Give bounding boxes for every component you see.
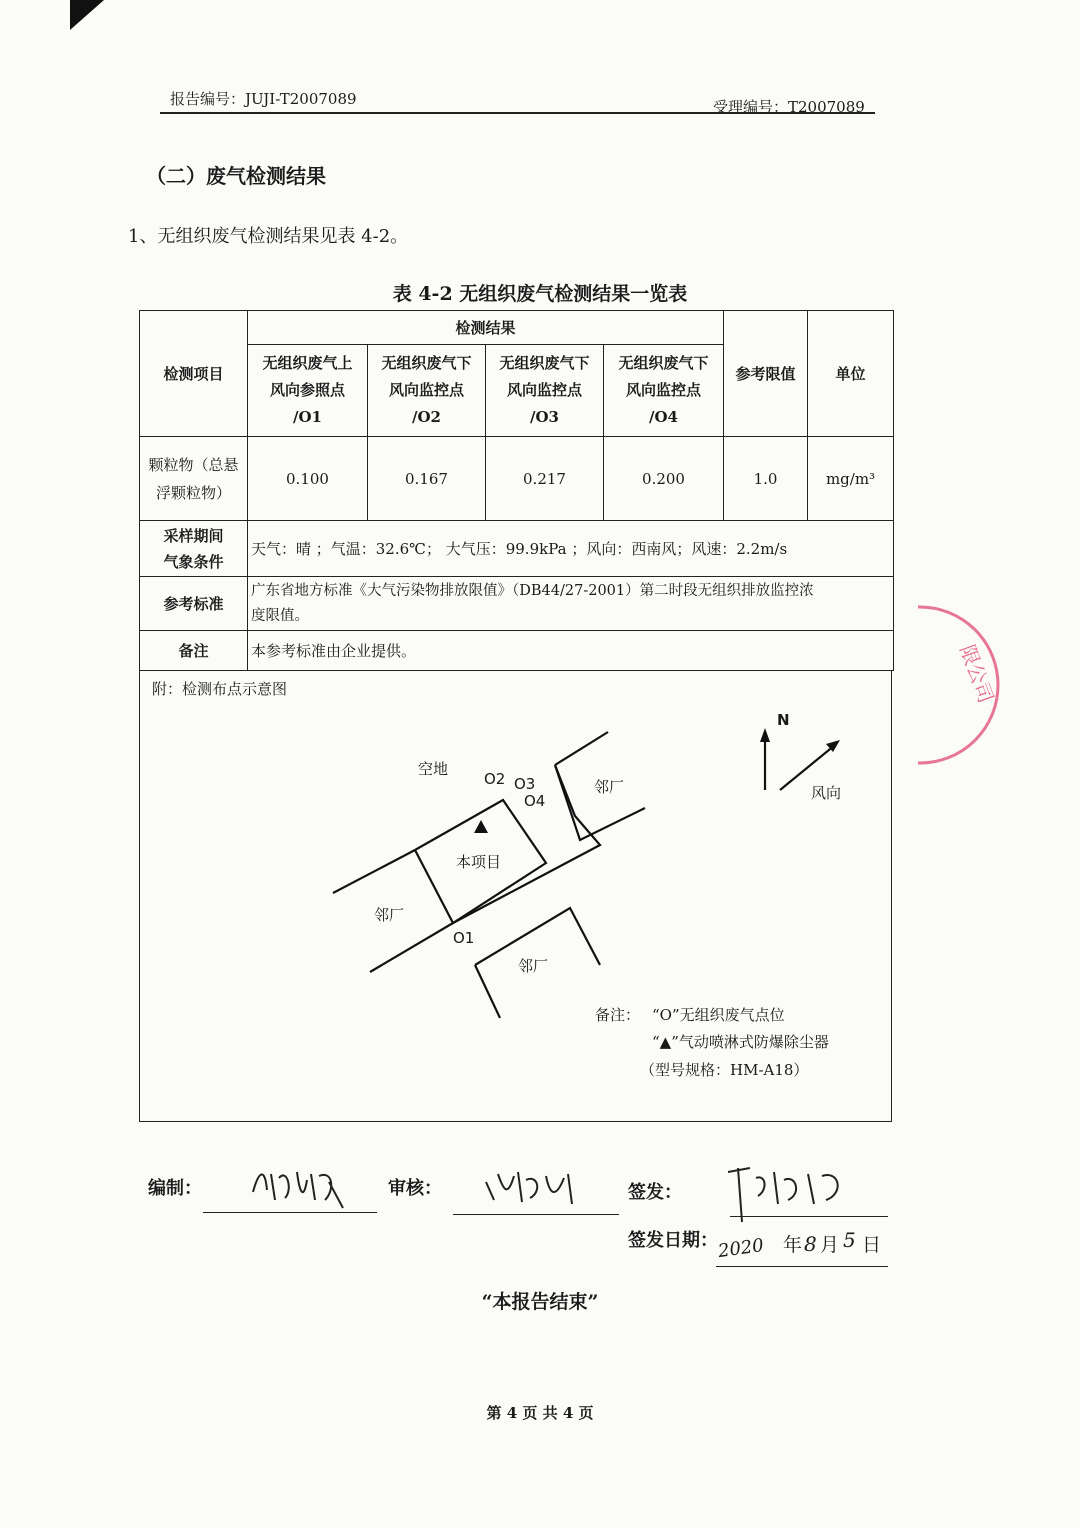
upper-road-line [555,732,608,765]
col-header-unit: 单位 [808,311,894,437]
neighbor-factory-bottom-left [475,965,500,1018]
remark-text: 本参考标准由企业提供。 [248,631,894,671]
standard-text-line1: 广东省地方标准《大气污染物排放限值》（DB44/27-2001）第二时段无组织排放监控浓 [251,582,814,599]
compile-line [203,1212,377,1213]
point-o2-line2: 风向监控点 [388,381,464,399]
stamp-text: 限公司 [955,641,999,707]
point-o1: O1 [453,929,475,947]
reviewer-signature [480,1162,590,1212]
report-number: 报告编号：JUJI-T2007089 [170,90,357,108]
label-neighbor-top: 邻厂 [594,778,625,796]
point-o3-line3: /O3 [530,408,559,426]
standard-label: 参考标准 [140,577,248,631]
date-year-suffix: 年 [783,1234,803,1256]
table-caption: 表 4-2 无组织废气检测结果一览表 [392,283,688,305]
value-o4: 0.200 [604,437,724,521]
compile-label: 编制： [148,1178,202,1199]
date-label: 签发日期： [628,1230,718,1251]
point-o4-line3: /O4 [649,408,678,426]
report-end: “本报告结束” [481,1291,599,1313]
weather-label-line2: 气象条件 [163,552,224,571]
issue-label: 签发： [628,1182,682,1203]
legend-circle: “O”无组织废气点位 [652,1006,785,1024]
item-line1: 颗粒物（总悬 [148,455,239,474]
standard-text-line2: 度限值。 [251,607,309,624]
intro-text: 1、无组织废气检测结果见表 4-2。 [128,226,409,247]
wind-label: 风向 [811,784,842,802]
point-o3: O3 [514,775,536,793]
point-o1-line3: /O1 [293,408,322,426]
remark-label: 备注 [140,631,248,671]
point-o4-line1: 无组织废气下 [618,354,709,372]
point-o2-line1: 无组织废气下 [381,354,472,372]
label-neighbor-bottom: 邻厂 [518,957,549,975]
legend-triangle: “▲”气动喷淋式防爆除尘器 [652,1033,829,1051]
limit-value: 1.0 [724,437,808,521]
company-stamp [918,600,1068,770]
weather-label-line1: 采样期间 [163,526,224,545]
col-header-results: 检测结果 [248,311,724,345]
col-header-limit: 参考限值 [724,311,808,437]
weather-text: 天气：晴 ；气温：32.6℃； 大气压：99.9kPa ；风向：西南风；风速：2.2m/s [248,521,894,577]
date-line [716,1266,888,1267]
legend-label: 备注： [595,1006,641,1024]
point-o4-line2: 风向监控点 [626,381,702,399]
point-o3-line2: 风向监控点 [506,381,582,399]
compiler-signature [245,1160,355,1215]
diagram-title: 附：检测布点示意图 [152,680,288,698]
value-o2: 0.167 [368,437,486,521]
page-footer: 第 4 页 共 4 页 [486,1404,594,1422]
acceptance-number: 受理编号：T2007089 [713,98,865,116]
item-line2: 浮颗粒物） [155,483,231,502]
point-o4: O4 [524,792,546,810]
value-o1: 0.100 [248,437,368,521]
point-o2: O2 [484,770,506,788]
dust-collector-triangle-icon [474,820,488,833]
legend-model: （型号规格：HM-A18） [640,1061,809,1079]
project-building-outline [333,800,546,923]
date-day-suffix: 日 [862,1234,882,1256]
north-label: N [777,711,790,729]
section-title: （二）废气检测结果 [146,164,326,188]
point-o2-line3: /O2 [412,408,441,426]
point-o1-line1: 无组织废气上 [262,354,353,372]
date-month: 8 [804,1232,817,1256]
label-empty-lot: 空地 [418,760,449,778]
date-month-suffix: 月 [820,1234,840,1256]
north-arrow-head [760,728,770,742]
point-o1-line2: 风向参照点 [269,381,345,399]
unit-value: mg/m³ [808,437,894,521]
date-day: 5 [843,1228,856,1252]
issue-line [730,1216,888,1217]
point-o3-line1: 无组织废气下 [499,354,590,372]
col-header-item: 检测项目 [140,311,248,437]
label-neighbor-left: 邻厂 [374,906,405,924]
value-o3: 0.217 [486,437,604,521]
review-line [453,1214,619,1215]
review-label: 审核： [388,1178,442,1199]
label-project: 本项目 [456,853,502,871]
date-year: 2020 [716,1234,766,1263]
